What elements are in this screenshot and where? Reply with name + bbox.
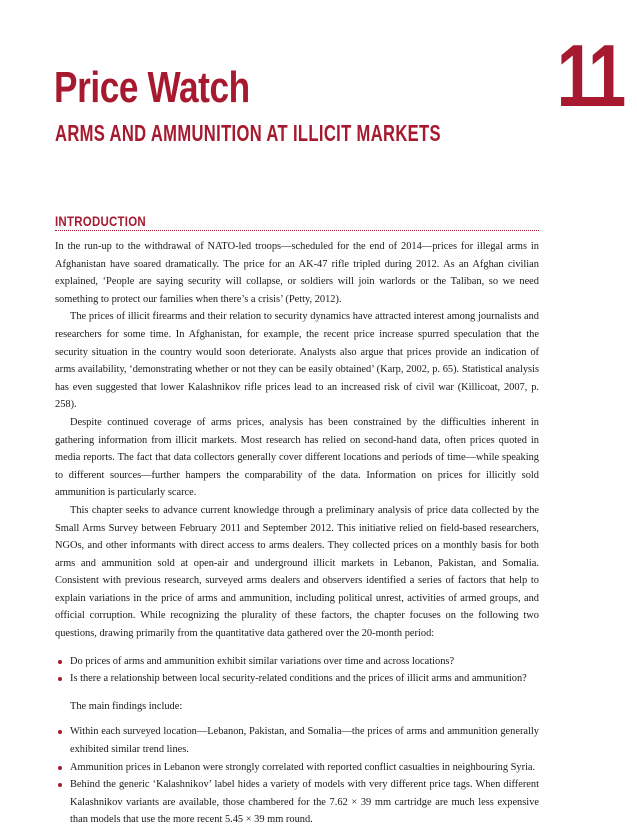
list-item: Within each surveyed location—Lebanon, Pakistan, and Somalia—the prices of arms and ammunition generally exhibited similar trend lines. [55,723,539,758]
list-item: Is there a relationship between local security-related conditions and the prices of illicit arms and ammunition? [55,670,539,688]
paragraph: The prices of illicit firearms and their relation to security dynamics have attracted interest among journalists and researchers for some time. In Afghanistan, for example, the recent price increase spurred speculation that the security situation in the country would soon deteriorate. Analysts also argue that prices provide an indication of arms availability, ‘demonstrating whether or not they can be easily obtained’ (Karp, 2002, p. 65). Statistical analysis has even suggested that lower Kalashnikov rifle prices lead to an increased risk of civil war (Killicoat, 2007, p. 258). [55,311,539,411]
paragraph: Despite continued coverage of arms prices, analysis has been constrained by the difficulties inherent in gathering information from illicit markets. Most research has relied on second-hand data, often prices quoted in media reports. The fact that data collectors generally cover different locations and periods of time—while speaking to different sources—further hampers the comparability of the data. Information on prices for illicitly sold ammunition is particularly scarce. [55,416,539,499]
paragraph: This chapter seeks to advance current knowledge through a preliminary analysis of price data collected by the Small Arms Survey between February 2011 and September 2012. This initiative relied on field-based researchers, NGOs, and other informants with direct access to arms dealers. They collected prices on a monthly basis for both arms and ammunition sold at open-air and underground illicit markets in Lebanon, Pakistan, and Somalia. Consistent with previous research, surveyed arms dealers and observers identified a series of factors that help to explain variations in the price of arms and ammunition, including political unrest, activities of armed groups, and official corruption. While recognizing the plurality of these factors, the chapter focuses on the following two questions, drawing primarily from the quantitative data gathered over the 20-month period: [55,504,539,640]
section-heading [55,213,539,231]
list-item: Ammunition prices in Lebanon were strongly correlated with reported conflict casualties in neighbouring Syria. [55,759,539,777]
list-item: Do prices of arms and ammunition exhibit similar variations over time and across locations? [55,653,539,671]
questions-list [55,653,539,688]
page-subtitle: ARMS AND AMMUNITION AT ILLICIT MARKETS [55,120,441,146]
findings-intro: The main findings include: [70,700,183,712]
paragraph: In the run-up to the withdrawal of NATO-led troops—scheduled for the end of 2014—prices for illegal arms in Afghanistan have soared dramatically. The price for an AK-47 rifle tripled during 2012. As an Afghan civilian explained, ‘People are saying security will collapse, or soldiers will join warlords or the Taliban, so we need something to protect our families when there’s a crisis’ (Petty, 2012). [55,241,539,305]
page-title: Price Watch [54,63,250,112]
chapter-number: 11 [556,26,623,125]
section-heading-text: INTRODUCTION [55,213,146,229]
findings-list [55,723,539,829]
list-item: Behind the generic ‘Kalashnikov’ label hides a variety of models with very different price tags. When different Kalashnikov variants are available, those chambered for the 7.62 × 39 mm cartridge are much less expensive than models that use the more recent 5.45 × 39 mm round. [55,776,539,829]
body-text [55,238,539,829]
